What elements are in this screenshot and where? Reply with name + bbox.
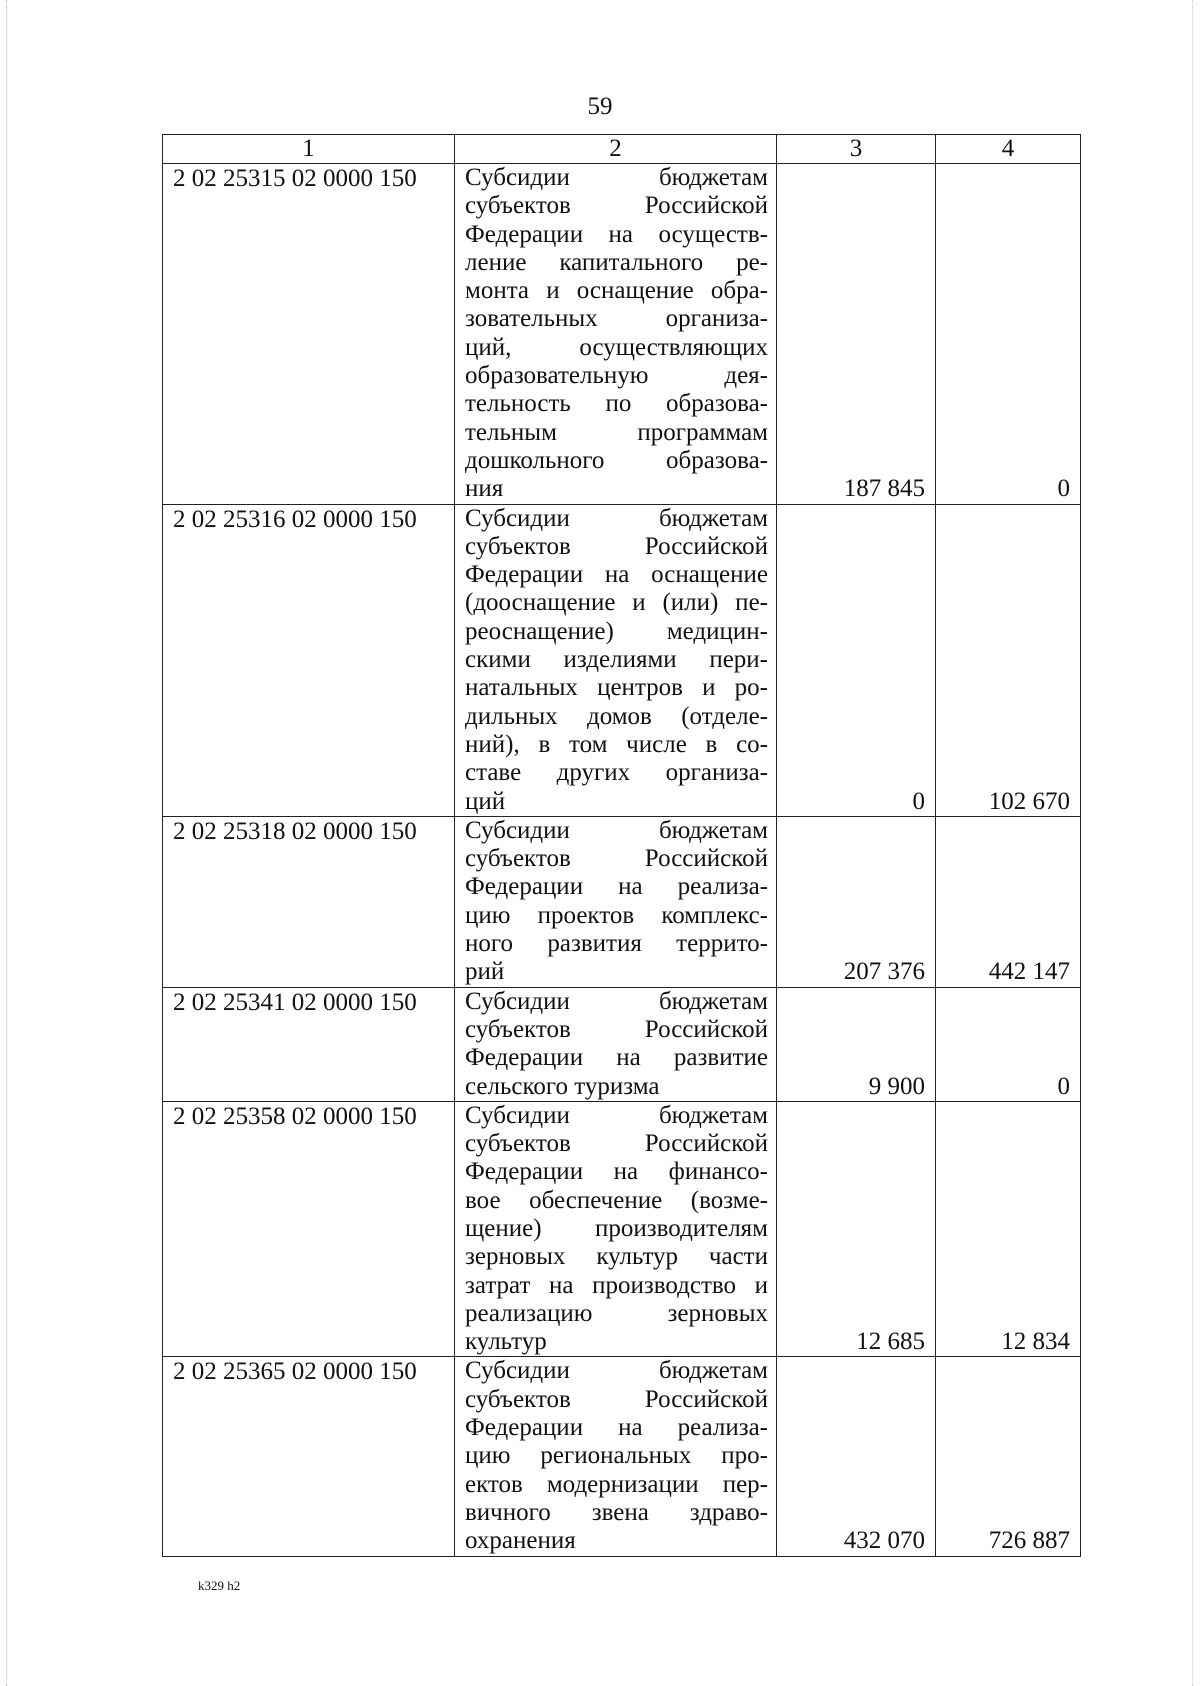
- row-value-col3: 187 845: [777, 164, 936, 505]
- row-value-col3: 207 376: [777, 816, 936, 987]
- description-line: затрат на производство и: [465, 1271, 768, 1299]
- budget-table: [162, 134, 1081, 1557]
- description-line: вичного звена здраво-: [465, 1498, 768, 1526]
- description-line: Субсидии бюджетам: [465, 504, 768, 532]
- description-line: ного развития террито-: [465, 930, 768, 958]
- description-line: ление капитального ре-: [465, 248, 768, 276]
- description-line: зовательных организа-: [465, 305, 768, 333]
- description-line: сельского туризма: [465, 1072, 660, 1100]
- description-line: Федерации на реализа-: [465, 1414, 768, 1442]
- description-line: скими изделиями пери-: [465, 646, 768, 674]
- description-line: Федерации на оснащение: [465, 561, 768, 589]
- row-description: [455, 504, 777, 816]
- row-code: 2 02 25315 02 0000 150: [163, 164, 455, 505]
- footer-code: k329 h2: [198, 1578, 241, 1593]
- description-line: охранения: [465, 1527, 576, 1555]
- row-value-col3: 432 070: [777, 1357, 936, 1556]
- row-description: [455, 987, 777, 1101]
- table-row: [163, 816, 1081, 987]
- description-line: тельным программам: [465, 418, 768, 446]
- row-description: [455, 164, 777, 505]
- description-line: ния: [465, 475, 504, 503]
- description-line: реоснащение) медицин-: [465, 617, 768, 645]
- row-code: 2 02 25341 02 0000 150: [163, 987, 455, 1101]
- scan-edge-right: [1192, 0, 1193, 1686]
- description-line: вое обеспечение (возме-: [465, 1186, 768, 1214]
- row-value-col3: 12 685: [777, 1101, 936, 1357]
- table-row: [163, 987, 1081, 1101]
- description-line: субъектов Российской: [465, 1385, 768, 1413]
- description-line: Федерации на осуществ-: [465, 220, 768, 248]
- description-line: образовательную дея-: [465, 362, 768, 390]
- row-code: 2 02 25358 02 0000 150: [163, 1101, 455, 1357]
- header-col-4: 4: [936, 135, 1081, 164]
- description-line: тельность по образова-: [465, 390, 768, 418]
- row-value-col3: 9 900: [777, 987, 936, 1101]
- description-line: Субсидии бюджетам: [465, 1101, 768, 1129]
- description-line: ставе других организа-: [465, 759, 768, 787]
- description-line: субъектов Российской: [465, 1130, 768, 1158]
- description-line: субъектов Российской: [465, 845, 768, 873]
- header-row: [163, 135, 1081, 164]
- description-line: дошкольного образова-: [465, 446, 768, 474]
- description-line: ний), в том числе в со-: [465, 730, 768, 758]
- description-line: Федерации на развитие: [465, 1044, 768, 1072]
- description-line: натальных центров и ро-: [465, 674, 768, 702]
- description-line: ций, осуществляющих: [465, 333, 768, 361]
- description-line: Субсидии бюджетам: [465, 1357, 768, 1385]
- scan-edge-left: [6, 0, 7, 1686]
- header-col-3: 3: [777, 135, 936, 164]
- description-line: Субсидии бюджетам: [465, 987, 768, 1015]
- header-col-1: 1: [163, 135, 455, 164]
- row-code: 2 02 25318 02 0000 150: [163, 816, 455, 987]
- row-description: [455, 1101, 777, 1357]
- description-line: культур: [465, 1328, 547, 1356]
- table-row: [163, 504, 1081, 816]
- row-value-col4: 442 147: [936, 816, 1081, 987]
- description-line: (дооснащение и (или) пе-: [465, 589, 768, 617]
- table-body: [163, 164, 1081, 1557]
- table-row: [163, 1357, 1081, 1556]
- description-line: зерновых культур части: [465, 1243, 768, 1271]
- row-code: 2 02 25316 02 0000 150: [163, 504, 455, 816]
- description-line: Федерации на реализа-: [465, 873, 768, 901]
- table-row: [163, 1101, 1081, 1357]
- table-header: [163, 135, 1081, 164]
- row-value-col4: 102 670: [936, 504, 1081, 816]
- description-line: цию проектов комплекс-: [465, 901, 768, 929]
- description-line: субъектов Российской: [465, 532, 768, 560]
- description-line: Федерации на финансо-: [465, 1158, 768, 1186]
- description-line: ций: [465, 787, 506, 815]
- description-line: субъектов Российской: [465, 1015, 768, 1043]
- description-line: реализацию зерновых: [465, 1299, 768, 1327]
- description-line: рий: [465, 958, 505, 986]
- description-line: ектов модернизации пер-: [465, 1470, 768, 1498]
- row-value-col3: 0: [777, 504, 936, 816]
- description-line: монта и оснащение обра-: [465, 277, 768, 305]
- row-value-col4: 12 834: [936, 1101, 1081, 1357]
- row-value-col4: 0: [936, 987, 1081, 1101]
- description-line: щение) производителям: [465, 1214, 768, 1242]
- description-line: субъектов Российской: [465, 192, 768, 220]
- row-value-col4: 726 887: [936, 1357, 1081, 1556]
- description-line: Субсидии бюджетам: [465, 164, 768, 191]
- description-line: цию региональных про-: [465, 1442, 768, 1470]
- row-code: 2 02 25365 02 0000 150: [163, 1357, 455, 1556]
- header-col-2: 2: [455, 135, 777, 164]
- row-value-col4: 0: [936, 164, 1081, 505]
- table-row: [163, 164, 1081, 505]
- description-line: Субсидии бюджетам: [465, 816, 768, 844]
- row-description: [455, 816, 777, 987]
- row-description: [455, 1357, 777, 1556]
- description-line: дильных домов (отделе-: [465, 702, 768, 730]
- page-number: 59: [587, 93, 613, 120]
